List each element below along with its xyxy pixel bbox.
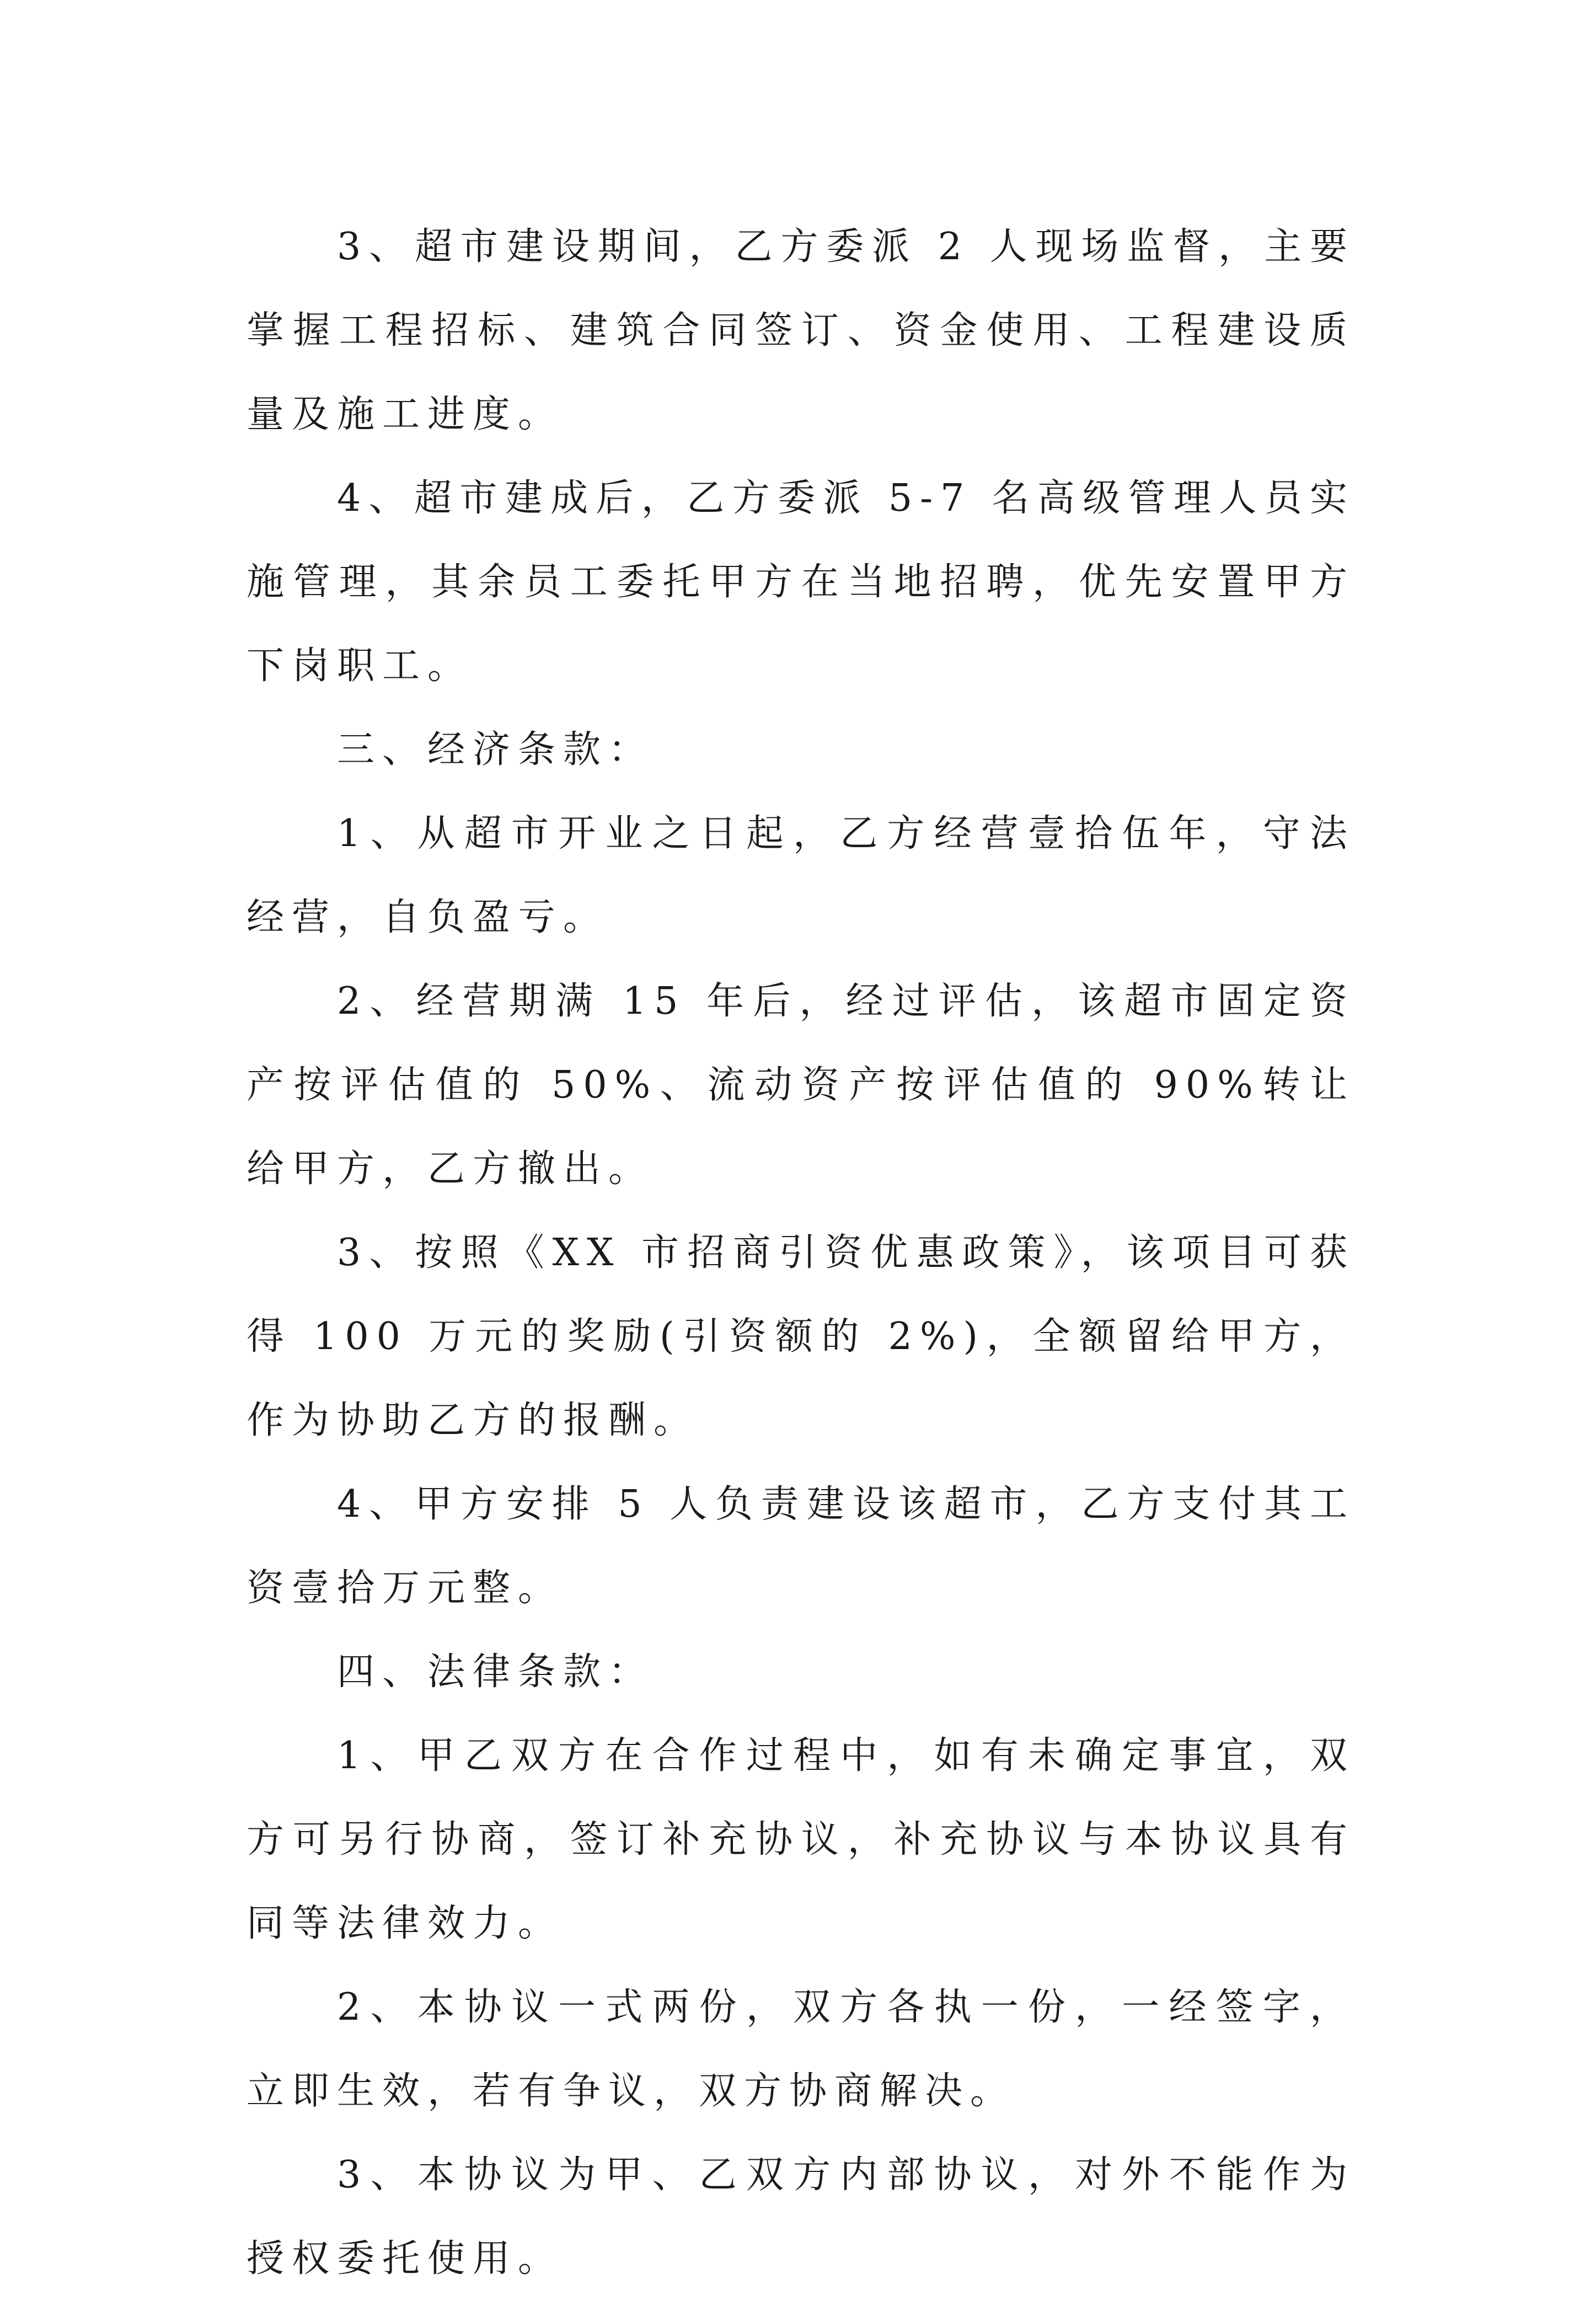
section-heading: 三、经济条款：	[337, 728, 654, 772]
clause-item: 3、按照《XX 市招商引资优惠政策》，该项目可获得 100 万元的奖励(引资额的 2%)，全额留给甲方，作为协助乙方的报酬。	[247, 1231, 1355, 1442]
clause-item: 1、从超市开业之日起，乙方经营壹拾伍年，守法经营，自负盈亏。	[247, 812, 1355, 939]
clause-item: 3、本协议为甲、乙双方内部协议，对外不能作为授权委托使用。	[247, 2153, 1355, 2281]
clause-item: 1、甲乙双方在合作过程中，如有未确定事宜，双方可另行协商，签订补充协议，补充协议与本协议具有同等法律效力。	[247, 1734, 1355, 1945]
clause-item: 4、甲方安排 5 人负责建设该超市，乙方支付其工资壹拾万元整。	[247, 1483, 1355, 1610]
clause-item: 3、超市建设期间，乙方委派 2 人现场监督，主要掌握工程招标、建筑合同签订、资金使用、工程建设质量及施工进度。	[247, 225, 1355, 436]
clause-item: 2、本协议一式两份，双方各执一份，一经签字，立即生效，若有争议，双方协商解决。	[247, 1986, 1355, 2113]
clause-item: 2、经营期满 15 年后，经过评估，该超市固定资产按评估值的 50%、流动资产按评估值的 90%转让给甲方，乙方撤出。	[247, 980, 1355, 1191]
clause-item: 4、超市建成后，乙方委派 5-7 名高级管理人员实施管理，其余员工委托甲方在当地招聘，优先安置甲方下岗职工。	[247, 477, 1355, 688]
section-heading: 四、法律条款：	[337, 1650, 654, 1694]
document-body	[247, 205, 1355, 2301]
